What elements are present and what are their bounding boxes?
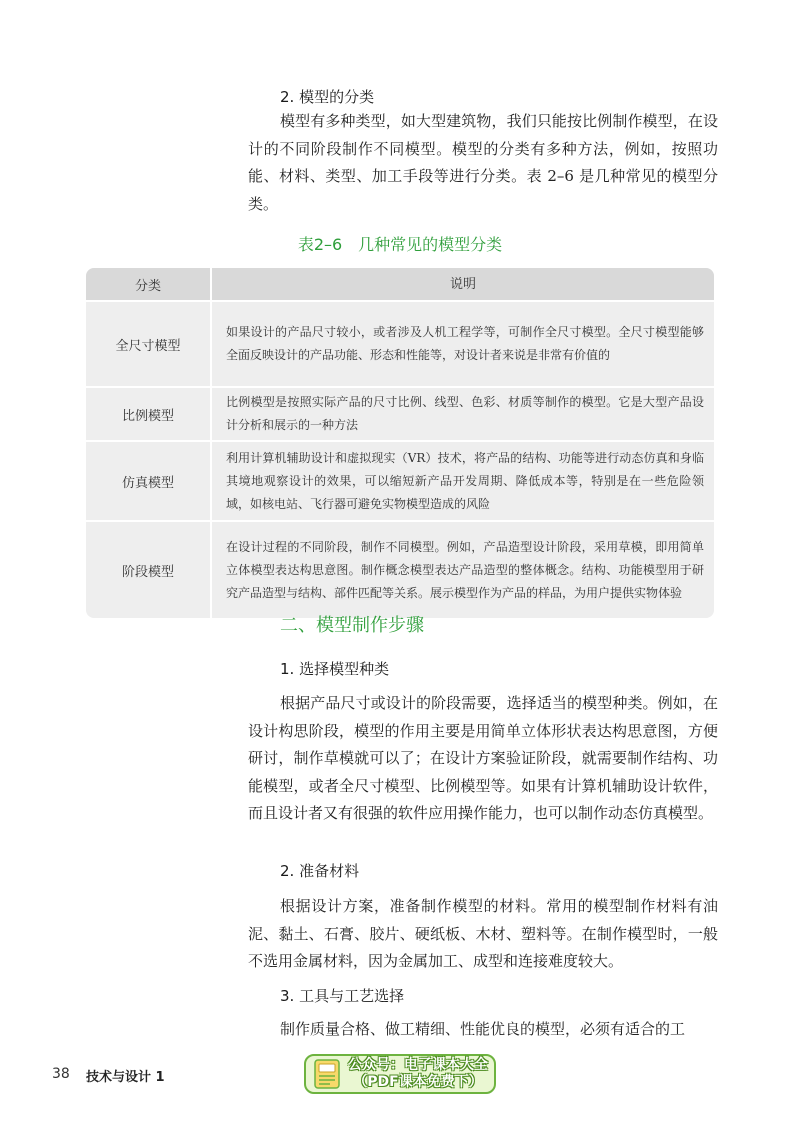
promo-banner[interactable] — [304, 1054, 496, 1094]
table-cell-description: 如果设计的产品尺寸较小，或者涉及人机工程学等，可制作全尺寸模型。全尺寸模型能够全面反映设计的产品功能、形态和性能等，对设计者来说是非常有价值的 — [226, 325, 704, 362]
banner-line2: （PDF课本免费下） — [353, 1074, 483, 1090]
table-row — [86, 388, 714, 442]
book-icon — [312, 1058, 342, 1090]
table-cell-category: 比例模型 — [86, 388, 212, 440]
table-cell-category: 阶段模型 — [86, 522, 212, 618]
table-row — [86, 302, 714, 388]
table-cell-description: 在设计过程的不同阶段，制作不同模型。例如，产品造型设计阶段，采用草模，即用简单立体模型表达构思意图。制作概念模型表达产品造型的整体概念。结构、功能模型用于研究产品造型与结构、部件匹配等关系。展示模型作为产品的样品，为用户提供实物体验 — [226, 539, 704, 600]
table-cell-category: 仿真模型 — [86, 442, 212, 520]
table-header-description: 说明 — [449, 276, 476, 292]
classification-paragraph: 模型有多种类型，如大型建筑物，我们只能按比例制作模型，在设计的不同阶段制作不同模型。模型的分类有多种方法，例如，按照功能、材料、类型、加工手段等进行分类。表 2–6 是几种常见的模型分类。 — [248, 112, 718, 213]
step2-paragraph: 根据设计方案，准备制作模型的材料。常用的模型制作材料有油泥、黏土、石膏、胶片、硬纸板、木材、塑料等。在制作模型时，一般不选用金属材料，因为金属加工、成型和连接难度较大。 — [248, 897, 718, 970]
table-cell-description: 比例模型是按照实际产品的尺寸比例、线型、色彩、材质等制作的模型。它是大型产品设计分析和展示的一种方法 — [226, 395, 704, 432]
model-classification-table — [86, 268, 714, 618]
step3-paragraph: 制作质量合格、做工精细、性能优良的模型，必须有适合的工 — [280, 1020, 686, 1038]
table-header-category: 分类 — [86, 268, 212, 300]
banner-text — [342, 1057, 494, 1091]
step1-heading: 1. 选择模型种类 — [280, 660, 390, 678]
table-cell-description: 利用计算机辅助设计和虚拟现实（VR）技术，将产品的结构、功能等进行动态仿真和身临其境地观察设计的效果，可以缩短新产品开发周期、降低成本等，特别是在一些危险领域，如核电站、飞行器可避免实物模型造成的风险 — [226, 450, 704, 511]
step3-heading: 3. 工具与工艺选择 — [280, 987, 405, 1005]
table-row — [86, 522, 714, 618]
book-title: 技术与设计 1 — [86, 1070, 165, 1085]
section-title-steps: 二、模型制作步骤 — [280, 615, 424, 636]
step1-paragraph: 根据产品尺寸或设计的阶段需要，选择适当的模型种类。例如，在设计构思阶段，模型的作用主要是用简单立体形状表达构思意图，方便研讨，制作草模就可以了；在设计方案验证阶段，就需要制作结构、功能模型，或者全尺寸模型、比例模型等。如果有计算机辅助设计软件，而且设计者又有很强的软件应用操作能力，也可以制作动态仿真模型。 — [248, 694, 718, 822]
table-cell-category: 全尺寸模型 — [86, 302, 212, 386]
table-header-row — [86, 268, 714, 302]
section-heading-classification: 2. 模型的分类 — [280, 88, 375, 106]
table-caption: 表2–6 几种常见的模型分类 — [297, 235, 503, 254]
banner-line1: 公众号：电子课本大全 — [348, 1057, 488, 1073]
step2-heading: 2. 准备材料 — [280, 862, 360, 880]
table-row — [86, 442, 714, 522]
page-number: 38 — [52, 1066, 70, 1082]
